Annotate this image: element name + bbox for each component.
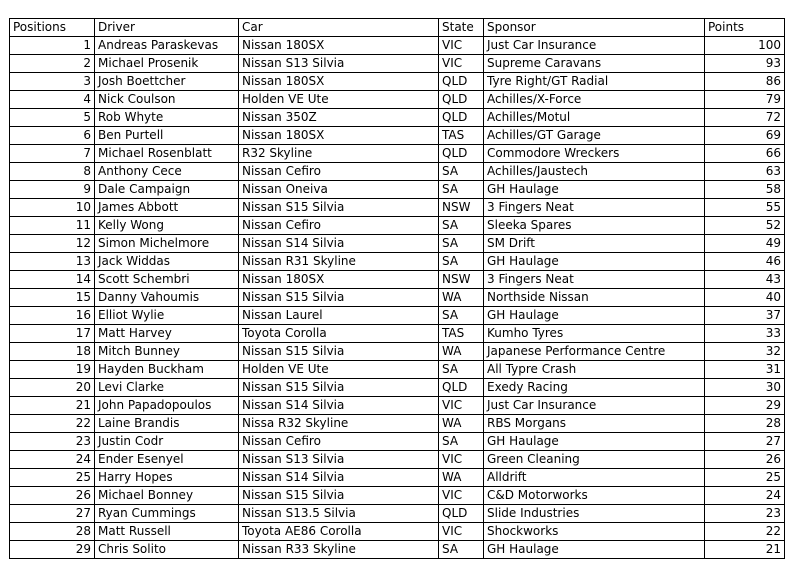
state-cell: SA: [439, 541, 484, 559]
sponsor-cell: Achilles/X-Force: [484, 91, 705, 109]
car-cell: Nissan Laurel: [239, 307, 439, 325]
header-driver: Driver: [95, 19, 239, 37]
state-cell: VIC: [439, 451, 484, 469]
position-cell: 12: [10, 235, 95, 253]
position-cell: 4: [10, 91, 95, 109]
sponsor-cell: Achilles/Motul: [484, 109, 705, 127]
sponsor-cell: Exedy Racing: [484, 379, 705, 397]
sponsor-cell: Tyre Right/GT Radial: [484, 73, 705, 91]
points-cell: 26: [705, 451, 785, 469]
car-cell: Nissan 180SX: [239, 37, 439, 55]
sponsor-cell: Northside Nissan: [484, 289, 705, 307]
sponsor-cell: Supreme Caravans: [484, 55, 705, 73]
car-cell: Nissan 180SX: [239, 271, 439, 289]
sponsor-cell: GH Haulage: [484, 181, 705, 199]
driver-cell: Nick Coulson: [95, 91, 239, 109]
table-row: [10, 235, 785, 253]
car-cell: Nissan S13 Silvia: [239, 451, 439, 469]
car-cell: Nissan S14 Silvia: [239, 469, 439, 487]
position-cell: 17: [10, 325, 95, 343]
points-cell: 21: [705, 541, 785, 559]
table-row: [10, 181, 785, 199]
sponsor-cell: Just Car Insurance: [484, 397, 705, 415]
points-cell: 22: [705, 523, 785, 541]
header-state: State: [439, 19, 484, 37]
table-row: [10, 451, 785, 469]
car-cell: Holden VE Ute: [239, 361, 439, 379]
position-cell: 6: [10, 127, 95, 145]
position-cell: 25: [10, 469, 95, 487]
car-cell: Nissan S15 Silvia: [239, 289, 439, 307]
position-cell: 8: [10, 163, 95, 181]
table-row: [10, 217, 785, 235]
table-row: [10, 379, 785, 397]
state-cell: SA: [439, 361, 484, 379]
points-cell: 58: [705, 181, 785, 199]
table-row: [10, 505, 785, 523]
table-row: [10, 109, 785, 127]
car-cell: Nissan S14 Silvia: [239, 397, 439, 415]
driver-cell: Anthony Cece: [95, 163, 239, 181]
table-row: [10, 325, 785, 343]
sponsor-cell: Japanese Performance Centre: [484, 343, 705, 361]
table-row: [10, 127, 785, 145]
header-points: Points: [705, 19, 785, 37]
car-cell: Nissa R32 Skyline: [239, 415, 439, 433]
state-cell: SA: [439, 163, 484, 181]
state-cell: NSW: [439, 199, 484, 217]
sponsor-cell: Alldrift: [484, 469, 705, 487]
position-cell: 22: [10, 415, 95, 433]
sponsor-cell: Green Cleaning: [484, 451, 705, 469]
points-cell: 32: [705, 343, 785, 361]
driver-cell: Jack Widdas: [95, 253, 239, 271]
state-cell: QLD: [439, 73, 484, 91]
points-cell: 93: [705, 55, 785, 73]
sponsor-cell: Shockworks: [484, 523, 705, 541]
points-cell: 24: [705, 487, 785, 505]
position-cell: 28: [10, 523, 95, 541]
table-row: [10, 289, 785, 307]
state-cell: SA: [439, 253, 484, 271]
state-cell: VIC: [439, 397, 484, 415]
car-cell: Nissan S15 Silvia: [239, 343, 439, 361]
car-cell: Nissan Cefiro: [239, 217, 439, 235]
sponsor-cell: Kumho Tyres: [484, 325, 705, 343]
position-cell: 16: [10, 307, 95, 325]
table-row: [10, 541, 785, 559]
header-sponsor: Sponsor: [484, 19, 705, 37]
points-cell: 49: [705, 235, 785, 253]
state-cell: NSW: [439, 271, 484, 289]
table-row: [10, 199, 785, 217]
points-cell: 52: [705, 217, 785, 235]
table-row: [10, 397, 785, 415]
driver-cell: Simon Michelmore: [95, 235, 239, 253]
driver-cell: Rob Whyte: [95, 109, 239, 127]
driver-cell: Andreas Paraskevas: [95, 37, 239, 55]
header-row: [10, 19, 785, 37]
driver-cell: Michael Prosenik: [95, 55, 239, 73]
table-row: [10, 487, 785, 505]
sponsor-cell: RBS Morgans: [484, 415, 705, 433]
points-cell: 72: [705, 109, 785, 127]
state-cell: SA: [439, 181, 484, 199]
points-cell: 79: [705, 91, 785, 109]
points-cell: 43: [705, 271, 785, 289]
position-cell: 29: [10, 541, 95, 559]
table-row: [10, 55, 785, 73]
driver-cell: Matt Russell: [95, 523, 239, 541]
position-cell: 1: [10, 37, 95, 55]
state-cell: SA: [439, 433, 484, 451]
state-cell: VIC: [439, 55, 484, 73]
table-row: [10, 523, 785, 541]
position-cell: 11: [10, 217, 95, 235]
position-cell: 7: [10, 145, 95, 163]
position-cell: 27: [10, 505, 95, 523]
position-cell: 9: [10, 181, 95, 199]
table-row: [10, 73, 785, 91]
points-cell: 28: [705, 415, 785, 433]
driver-cell: Levi Clarke: [95, 379, 239, 397]
points-cell: 69: [705, 127, 785, 145]
points-cell: 30: [705, 379, 785, 397]
points-cell: 25: [705, 469, 785, 487]
points-cell: 23: [705, 505, 785, 523]
table-row: [10, 91, 785, 109]
state-cell: WA: [439, 343, 484, 361]
driver-cell: Harry Hopes: [95, 469, 239, 487]
car-cell: Nissan S15 Silvia: [239, 199, 439, 217]
table-row: [10, 271, 785, 289]
state-cell: QLD: [439, 145, 484, 163]
car-cell: Nissan S15 Silvia: [239, 379, 439, 397]
header-positions: Positions: [10, 19, 95, 37]
position-cell: 5: [10, 109, 95, 127]
points-cell: 86: [705, 73, 785, 91]
sponsor-cell: Achilles/GT Garage: [484, 127, 705, 145]
state-cell: WA: [439, 469, 484, 487]
points-cell: 100: [705, 37, 785, 55]
state-cell: SA: [439, 235, 484, 253]
table-row: [10, 469, 785, 487]
state-cell: SA: [439, 307, 484, 325]
position-cell: 2: [10, 55, 95, 73]
points-cell: 55: [705, 199, 785, 217]
sponsor-cell: 3 Fingers Neat: [484, 271, 705, 289]
table-row: [10, 253, 785, 271]
state-cell: QLD: [439, 109, 484, 127]
car-cell: Nissan Cefiro: [239, 163, 439, 181]
sponsor-cell: Commodore Wreckers: [484, 145, 705, 163]
state-cell: VIC: [439, 37, 484, 55]
points-cell: 33: [705, 325, 785, 343]
table-body: [10, 37, 785, 559]
state-cell: QLD: [439, 379, 484, 397]
standings-table: [9, 18, 785, 559]
points-cell: 31: [705, 361, 785, 379]
points-cell: 46: [705, 253, 785, 271]
car-cell: Nissan 180SX: [239, 73, 439, 91]
driver-cell: Ender Esenyel: [95, 451, 239, 469]
state-cell: TAS: [439, 325, 484, 343]
car-cell: R32 Skyline: [239, 145, 439, 163]
position-cell: 13: [10, 253, 95, 271]
table-row: [10, 433, 785, 451]
car-cell: Nissan S13 Silvia: [239, 55, 439, 73]
position-cell: 20: [10, 379, 95, 397]
table-row: [10, 163, 785, 181]
table-row: [10, 361, 785, 379]
position-cell: 26: [10, 487, 95, 505]
driver-cell: Kelly Wong: [95, 217, 239, 235]
driver-cell: Hayden Buckham: [95, 361, 239, 379]
position-cell: 23: [10, 433, 95, 451]
state-cell: TAS: [439, 127, 484, 145]
car-cell: Holden VE Ute: [239, 91, 439, 109]
position-cell: 14: [10, 271, 95, 289]
driver-cell: Danny Vahoumis: [95, 289, 239, 307]
points-cell: 63: [705, 163, 785, 181]
sponsor-cell: C&D Motorworks: [484, 487, 705, 505]
car-cell: Nissan Oneiva: [239, 181, 439, 199]
car-cell: Toyota Corolla: [239, 325, 439, 343]
sponsor-cell: GH Haulage: [484, 307, 705, 325]
car-cell: Toyota AE86 Corolla: [239, 523, 439, 541]
position-cell: 18: [10, 343, 95, 361]
state-cell: WA: [439, 415, 484, 433]
car-cell: Nissan S13.5 Silvia: [239, 505, 439, 523]
driver-cell: Michael Bonney: [95, 487, 239, 505]
state-cell: SA: [439, 217, 484, 235]
driver-cell: Scott Schembri: [95, 271, 239, 289]
position-cell: 21: [10, 397, 95, 415]
driver-cell: Dale Campaign: [95, 181, 239, 199]
driver-cell: Ben Purtell: [95, 127, 239, 145]
driver-cell: Michael Rosenblatt: [95, 145, 239, 163]
state-cell: WA: [439, 289, 484, 307]
sponsor-cell: 3 Fingers Neat: [484, 199, 705, 217]
sponsor-cell: Achilles/Jaustech: [484, 163, 705, 181]
car-cell: Nissan R33 Skyline: [239, 541, 439, 559]
position-cell: 10: [10, 199, 95, 217]
state-cell: VIC: [439, 523, 484, 541]
driver-cell: John Papadopoulos: [95, 397, 239, 415]
car-cell: Nissan Cefiro: [239, 433, 439, 451]
driver-cell: Elliot Wylie: [95, 307, 239, 325]
sponsor-cell: Slide Industries: [484, 505, 705, 523]
driver-cell: Mitch Bunney: [95, 343, 239, 361]
position-cell: 15: [10, 289, 95, 307]
position-cell: 19: [10, 361, 95, 379]
table-row: [10, 145, 785, 163]
sponsor-cell: Sleeka Spares: [484, 217, 705, 235]
car-cell: Nissan 180SX: [239, 127, 439, 145]
car-cell: Nissan S15 Silvia: [239, 487, 439, 505]
points-cell: 29: [705, 397, 785, 415]
driver-cell: James Abbott: [95, 199, 239, 217]
points-cell: 40: [705, 289, 785, 307]
sponsor-cell: GH Haulage: [484, 541, 705, 559]
table-row: [10, 37, 785, 55]
table-row: [10, 415, 785, 433]
driver-cell: Justin Codr: [95, 433, 239, 451]
position-cell: 3: [10, 73, 95, 91]
table-row: [10, 307, 785, 325]
sponsor-cell: SM Drift: [484, 235, 705, 253]
points-cell: 37: [705, 307, 785, 325]
driver-cell: Chris Solito: [95, 541, 239, 559]
state-cell: QLD: [439, 505, 484, 523]
table-row: [10, 343, 785, 361]
car-cell: Nissan S14 Silvia: [239, 235, 439, 253]
car-cell: Nissan R31 Skyline: [239, 253, 439, 271]
state-cell: QLD: [439, 91, 484, 109]
car-cell: Nissan 350Z: [239, 109, 439, 127]
driver-cell: Josh Boettcher: [95, 73, 239, 91]
position-cell: 24: [10, 451, 95, 469]
sponsor-cell: GH Haulage: [484, 253, 705, 271]
driver-cell: Laine Brandis: [95, 415, 239, 433]
state-cell: VIC: [439, 487, 484, 505]
driver-cell: Matt Harvey: [95, 325, 239, 343]
points-cell: 27: [705, 433, 785, 451]
driver-cell: Ryan Cummings: [95, 505, 239, 523]
sponsor-cell: GH Haulage: [484, 433, 705, 451]
sponsor-cell: All Typre Crash: [484, 361, 705, 379]
sponsor-cell: Just Car Insurance: [484, 37, 705, 55]
header-car: Car: [239, 19, 439, 37]
points-cell: 66: [705, 145, 785, 163]
